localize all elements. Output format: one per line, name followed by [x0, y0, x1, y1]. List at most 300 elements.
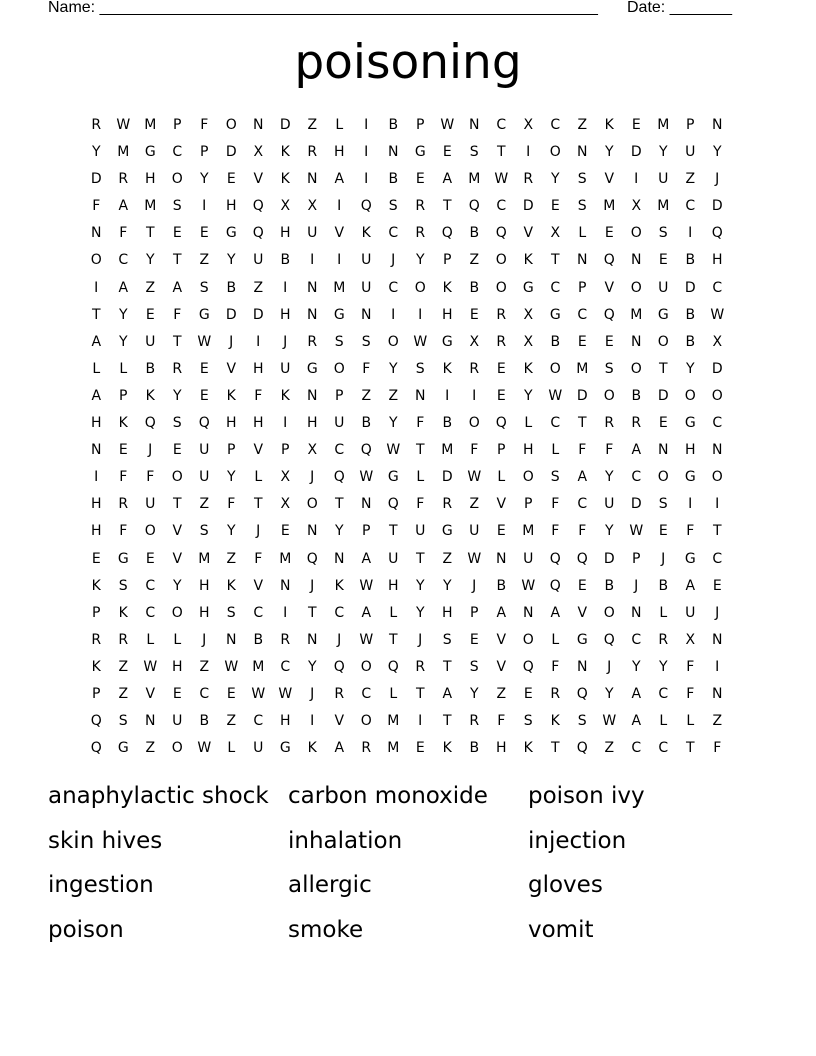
grid-letter: Y [388, 415, 399, 432]
grid-letter: N [712, 685, 723, 702]
grid-letter: R [469, 713, 480, 730]
grid-letter: N [91, 442, 102, 459]
grid-letter: Q [576, 550, 589, 567]
grid-letter: T [172, 496, 183, 513]
grid-letter: Z [253, 279, 264, 296]
grid-letter: Z [118, 658, 129, 675]
grid-letter: W [629, 523, 644, 540]
grid-letter: C [658, 685, 669, 702]
grid-letter: D [630, 144, 643, 161]
grid-letter: Y [199, 171, 210, 188]
grid-letter: J [418, 631, 423, 648]
grid-letter: O [522, 469, 535, 486]
grid-letter: B [658, 577, 669, 594]
grid-letter: P [281, 442, 290, 459]
grid-letter: W [548, 387, 563, 404]
grid-letter: N [253, 117, 264, 133]
grid-letter: X [712, 333, 723, 350]
grid-letter: F [173, 306, 182, 323]
grid-letter: G [441, 523, 454, 540]
grid-letter: H [144, 171, 157, 188]
grid-letter: U [145, 496, 156, 513]
grid-letter: W [143, 658, 158, 675]
grid-letter: Y [712, 144, 723, 161]
grid-letter: T [442, 198, 453, 215]
grid-letter: Y [550, 171, 561, 188]
grid-letter: E [658, 415, 669, 432]
grid-letter: L [92, 360, 101, 377]
grid-letter: R [496, 306, 507, 323]
grid-letter: K [523, 740, 534, 757]
grid-letter: U [415, 523, 426, 540]
grid-letter: B [199, 713, 210, 730]
grid-letter: U [469, 523, 480, 540]
grid-letter: E [226, 685, 237, 702]
grid-letter: F [146, 469, 155, 486]
grid-letter: N [307, 171, 318, 188]
grid-letter: M [522, 523, 535, 540]
grid-letter: Z [388, 387, 399, 404]
grid-letter: R [550, 685, 561, 702]
grid-letter: D [279, 117, 292, 133]
word-bank-item: vomit [528, 916, 594, 943]
grid-letter: N [145, 713, 156, 730]
grid-letter: G [198, 306, 211, 323]
grid-row [83, 737, 733, 764]
grid-letter: Q [360, 198, 373, 215]
grid-letter: C [253, 713, 264, 730]
grid-letter: D [657, 387, 670, 404]
grid-letter: W [521, 577, 536, 594]
word-bank-item: carbon monoxide [288, 783, 488, 809]
grid-letter: W [197, 740, 212, 757]
grid-row [83, 141, 733, 168]
grid-letter: F [686, 523, 695, 540]
grid-letter: N [91, 225, 102, 242]
grid-letter: U [361, 279, 372, 296]
grid-letter: C [496, 117, 507, 133]
grid-letter: J [310, 469, 315, 486]
word-bank-item: gloves [528, 872, 603, 898]
grid-letter: N [712, 117, 723, 133]
grid-letter: F [119, 469, 128, 486]
grid-letter: V [604, 171, 615, 188]
grid-letter: X [469, 333, 480, 350]
grid-letter: Z [118, 685, 129, 702]
grid-letter: O [171, 469, 184, 486]
grid-letter: V [577, 604, 588, 621]
grid-letter: T [145, 225, 156, 242]
grid-letter: O [603, 387, 616, 404]
grid-letter: O [549, 360, 562, 377]
grid-letter: N [469, 117, 480, 133]
grid-letter: W [359, 577, 374, 594]
grid-letter: T [253, 496, 264, 513]
grid-letter: O [306, 496, 319, 513]
grid-row [83, 493, 733, 520]
grid-letter: Q [468, 198, 481, 215]
grid-letter: T [577, 415, 588, 432]
grid-letter: X [550, 225, 561, 242]
grid-letter: I [283, 604, 288, 621]
grid-letter: E [604, 225, 615, 242]
grid-letter: E [550, 198, 561, 215]
grid-letter: J [202, 631, 207, 648]
grid-letter: W [359, 469, 374, 486]
grid-letter: Q [711, 225, 724, 242]
grid-letter: J [337, 631, 342, 648]
grid-letter: A [172, 279, 183, 296]
grid-letter: Y [415, 577, 426, 594]
grid-letter: Z [604, 740, 615, 757]
grid-letter: Y [172, 387, 183, 404]
grid-letter: D [225, 306, 238, 323]
grid-letter: E [91, 550, 102, 567]
grid-letter: F [578, 523, 587, 540]
grid-letter: U [307, 225, 318, 242]
grid-letter: U [388, 550, 399, 567]
grid-letter: O [603, 604, 616, 621]
grid-letter: K [280, 171, 291, 188]
grid-letter: N [280, 577, 291, 594]
grid-letter: E [199, 387, 210, 404]
grid-letter: J [283, 333, 288, 350]
grid-letter: Y [226, 523, 237, 540]
grid-letter: I [283, 279, 288, 296]
grid-letter: A [496, 604, 507, 621]
grid-letter: R [442, 496, 453, 513]
grid-letter: Y [442, 577, 453, 594]
grid-letter: Z [361, 387, 372, 404]
grid-letter: F [686, 658, 695, 675]
grid-letter: L [227, 740, 236, 757]
grid-letter: D [711, 198, 724, 215]
grid-letter: W [413, 333, 428, 350]
grid-letter: J [256, 523, 261, 540]
word-bank [48, 780, 768, 958]
grid-letter: N [577, 144, 588, 161]
grid-letter: J [607, 658, 612, 675]
grid-letter: P [200, 144, 209, 161]
page-title: poisoning [294, 35, 522, 90]
grid-letter: U [253, 740, 264, 757]
grid-letter: U [523, 550, 534, 567]
grid-letter: I [310, 713, 315, 730]
grid-letter: O [495, 252, 508, 269]
grid-letter: K [307, 740, 318, 757]
grid-letter: V [334, 713, 345, 730]
grid-letter: P [686, 117, 695, 133]
grid-letter: X [307, 442, 318, 459]
grid-letter: V [334, 225, 345, 242]
grid-letter: A [442, 171, 453, 188]
grid-letter: B [685, 306, 696, 323]
grid-letter: S [469, 144, 480, 161]
grid-letter: O [630, 279, 643, 296]
grid-letter: B [469, 740, 480, 757]
grid-row [83, 114, 733, 141]
grid-letter: W [440, 117, 455, 133]
grid-letter: I [364, 117, 369, 133]
grid-letter: O [711, 387, 724, 404]
grid-letter: S [199, 279, 210, 296]
grid-letter: R [415, 658, 426, 675]
grid-letter: O [414, 279, 427, 296]
grid-letter: N [307, 306, 318, 323]
grid-letter: E [172, 685, 183, 702]
grid-letter: Y [307, 658, 318, 675]
grid-letter: X [280, 198, 291, 215]
grid-letter: K [226, 577, 237, 594]
grid-letter: D [603, 550, 616, 567]
grid-letter: I [337, 252, 342, 269]
grid-letter: P [470, 604, 479, 621]
grid-letter: J [715, 171, 720, 188]
grid-letter: L [389, 604, 398, 621]
grid-letter: E [496, 523, 507, 540]
grid-letter: H [198, 577, 211, 594]
grid-letter: F [551, 658, 560, 675]
grid-letter: O [90, 252, 103, 269]
grid-letter: O [225, 117, 238, 133]
grid-letter: A [118, 279, 129, 296]
grid-letter: E [658, 523, 669, 540]
grid-letter: W [278, 685, 293, 702]
grid-letter: I [418, 713, 423, 730]
grid-letter: R [172, 360, 183, 377]
grid-letter: A [577, 469, 588, 486]
grid-letter: T [712, 523, 723, 540]
grid-letter: R [604, 415, 615, 432]
grid-row [83, 710, 733, 737]
grid-letter: X [631, 198, 642, 215]
grid-letter: X [307, 198, 318, 215]
grid-letter: J [310, 577, 315, 594]
grid-letter: L [551, 442, 560, 459]
grid-letter: B [631, 387, 642, 404]
grid-letter: I [94, 469, 99, 486]
grid-letter: J [634, 577, 639, 594]
word-bank-item: inhalation [288, 827, 403, 854]
grid-letter: F [119, 523, 128, 540]
grid-letter: N [226, 631, 237, 648]
grid-letter: S [442, 631, 453, 648]
grid-letter: U [658, 171, 669, 188]
grid-letter: V [172, 550, 183, 567]
grid-letter: Z [307, 117, 318, 133]
grid-letter: Y [604, 144, 615, 161]
grid-letter: P [92, 604, 101, 621]
grid-letter: E [226, 171, 237, 188]
grid-letter: V [604, 279, 615, 296]
grid-letter: S [577, 171, 588, 188]
grid-letter: C [334, 604, 345, 621]
grid-letter: G [117, 550, 130, 567]
grid-letter: E [469, 631, 480, 648]
grid-letter: T [442, 658, 453, 675]
grid-letter: I [715, 658, 720, 675]
grid-letter: H [90, 496, 103, 513]
grid-letter: G [684, 469, 697, 486]
grid-row [83, 168, 733, 195]
grid-letter: C [550, 279, 561, 296]
grid-letter: Z [685, 171, 696, 188]
grid-letter: M [576, 360, 589, 377]
grid-letter: T [442, 713, 453, 730]
grid-letter: E [199, 360, 210, 377]
grid-letter: F [686, 685, 695, 702]
grid-row [83, 195, 733, 222]
grid-letter: F [200, 117, 209, 133]
grid-letter: Z [199, 252, 210, 269]
grid-letter: B [226, 279, 237, 296]
grid-letter: H [225, 415, 238, 432]
grid-letter: C [118, 252, 129, 269]
grid-letter: D [576, 387, 589, 404]
grid-letter: E [442, 144, 453, 161]
grid-letter: R [523, 171, 534, 188]
grid-letter: L [173, 631, 182, 648]
grid-letter: M [387, 713, 400, 730]
word-search-grid [83, 114, 733, 764]
grid-letter: E [415, 171, 426, 188]
grid-row [83, 656, 733, 683]
grid-letter: W [224, 658, 239, 675]
grid-letter: C [280, 658, 291, 675]
grid-letter: C [253, 604, 264, 621]
grid-letter: S [604, 360, 615, 377]
grid-letter: G [684, 550, 697, 567]
grid-letter: D [225, 144, 238, 161]
grid-letter: I [391, 306, 396, 323]
grid-letter: O [171, 604, 184, 621]
grid-letter: T [91, 306, 102, 323]
grid-letter: I [310, 252, 315, 269]
grid-letter: I [526, 144, 531, 161]
grid-letter: C [145, 604, 156, 621]
grid-letter: H [711, 252, 724, 269]
grid-letter: K [280, 144, 291, 161]
grid-letter: T [307, 604, 318, 621]
grid-letter: V [523, 225, 534, 242]
grid-letter: L [146, 631, 155, 648]
word-bank-item: ingestion [48, 872, 154, 898]
grid-letter: F [416, 496, 425, 513]
grid-letter: T [550, 252, 561, 269]
grid-letter: Y [226, 469, 237, 486]
grid-letter: W [251, 685, 266, 702]
grid-letter: F [605, 442, 614, 459]
grid-letter: T [415, 550, 426, 567]
grid-letter: F [578, 442, 587, 459]
grid-letter: L [497, 469, 506, 486]
grid-letter: M [198, 550, 211, 567]
grid-letter: N [712, 442, 723, 459]
grid-letter: F [254, 550, 263, 567]
word-bank-item: anaphylactic shock [48, 783, 269, 809]
grid-letter: B [388, 171, 399, 188]
grid-letter: O [684, 387, 697, 404]
grid-letter: C [577, 496, 588, 513]
grid-letter: R [658, 631, 669, 648]
grid-letter: N [523, 604, 534, 621]
grid-letter: I [283, 415, 288, 432]
grid-letter: R [361, 740, 372, 757]
grid-letter: W [602, 713, 617, 730]
grid-letter: H [198, 604, 211, 621]
grid-letter: G [306, 360, 319, 377]
grid-letter: P [335, 387, 344, 404]
grid-letter: U [145, 333, 156, 350]
grid-letter: A [118, 198, 129, 215]
grid-letter: X [523, 306, 534, 323]
grid-letter: N [307, 631, 318, 648]
grid-letter: Z [199, 658, 210, 675]
grid-letter: R [91, 631, 102, 648]
grid-letter: Q [603, 631, 616, 648]
grid-letter: C [361, 685, 372, 702]
grid-letter: A [91, 333, 102, 350]
grid-letter: P [443, 252, 452, 269]
grid-letter: L [578, 225, 587, 242]
grid-letter: M [333, 279, 346, 296]
grid-row [83, 304, 733, 331]
grid-letter: R [415, 225, 426, 242]
grid-letter: N [307, 387, 318, 404]
grid-letter: B [550, 333, 561, 350]
grid-letter: Y [685, 360, 696, 377]
grid-letter: R [469, 360, 480, 377]
grid-letter: K [91, 577, 102, 594]
grid-letter: L [551, 631, 560, 648]
grid-letter: Q [333, 658, 346, 675]
grid-letter: Q [360, 442, 373, 459]
grid-letter: H [522, 442, 535, 459]
grid-letter: O [522, 631, 535, 648]
grid-letter: Y [415, 252, 426, 269]
grid-letter: D [90, 171, 103, 188]
grid-letter: K [118, 415, 129, 432]
grid-letter: L [524, 415, 533, 432]
grid-letter: P [524, 496, 533, 513]
grid-letter: A [631, 442, 642, 459]
grid-letter: B [496, 577, 507, 594]
grid-letter: F [713, 740, 722, 757]
grid-letter: G [657, 306, 670, 323]
grid-letter: S [469, 658, 480, 675]
grid-letter: M [468, 171, 481, 188]
grid-letter: R [118, 496, 129, 513]
grid-letter: V [496, 631, 507, 648]
grid-letter: U [253, 252, 264, 269]
grid-letter: T [334, 496, 345, 513]
grid-letter: Q [333, 469, 346, 486]
grid-letter: M [279, 550, 292, 567]
grid-letter: S [172, 198, 183, 215]
grid-letter: I [202, 198, 207, 215]
grid-letter: G [333, 306, 346, 323]
grid-letter: C [658, 740, 669, 757]
grid-letter: M [630, 306, 643, 323]
grid-letter: T [496, 144, 507, 161]
grid-letter: S [172, 415, 183, 432]
grid-letter: H [684, 442, 697, 459]
grid-letter: U [334, 415, 345, 432]
grid-letter: A [631, 713, 642, 730]
grid-letter: S [415, 360, 426, 377]
grid-row [83, 222, 733, 249]
grid-letter: R [334, 685, 345, 702]
